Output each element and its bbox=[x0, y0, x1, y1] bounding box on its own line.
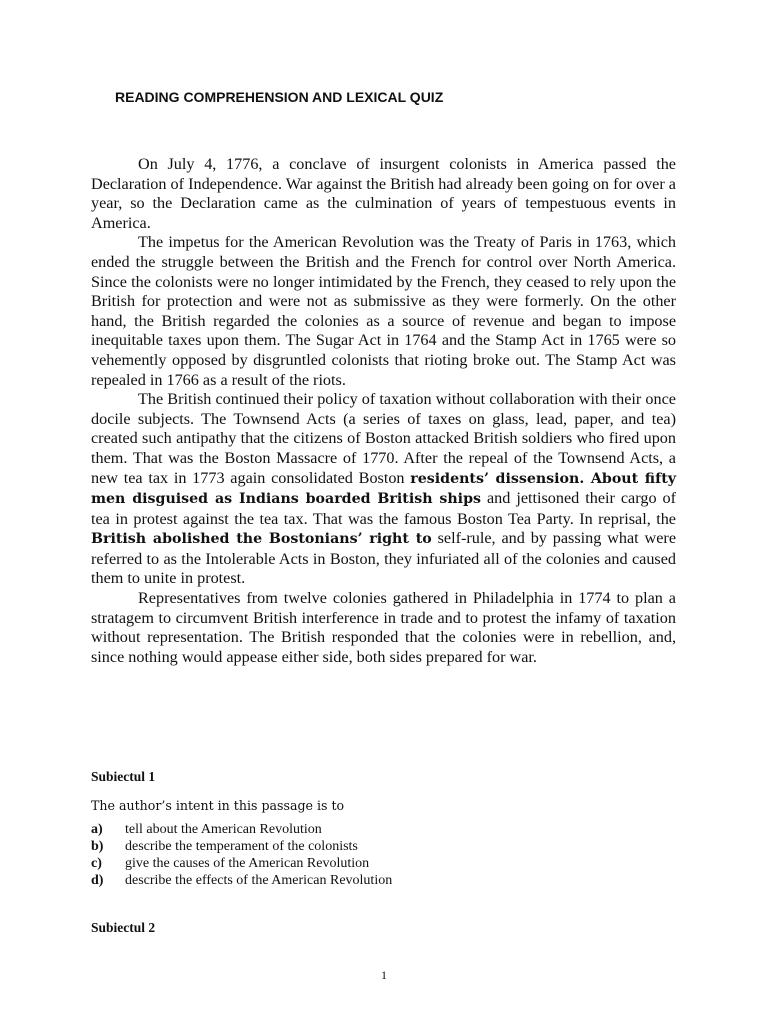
passage-paragraph-3-part-a: The British continued their policy of taxation without collaboration with their once docile subjects. The Townsend Acts (a series of taxes on glass, lead, paper, and tea) created such antipathy that the citizens of Boston attacked British soldiers who fired upon them. That was the Boston Massacre of 1770. After the repeal of the Townsend Acts, a new tea tax in 1773 again consolidated Boston bbox=[91, 390, 676, 487]
page-number: 1 bbox=[381, 968, 387, 982]
passage-paragraph-2: The impetus for the American Revolution was the Treaty of Paris in 1763, which ended the struggle between the British and the French for control over North America. Since the colonists were no longer intimidated by the French, they ceased to rely upon the British for protection and were not as submissive as they were formerly. On the other hand, the British regarded the colonies as a source of revenue and began to impose inequitable taxes upon them. The Sugar Act in 1764 and the Stamp Act in 1765 were so vehemently opposed by disgruntled colonists that rioting broke out. The Stamp Act was repealed in 1766 as a result of the riots. bbox=[91, 233, 676, 389]
option-text: tell about the American Revolution bbox=[125, 822, 322, 837]
passage-paragraph-1: On July 4, 1776, a conclave of insurgent colonists in America passed the Declaration of Independence. War against the British had already been going on for over a year, so the Declaration came as the culmination of years of tempestuous events in America. bbox=[91, 155, 676, 232]
reading-passage bbox=[91, 155, 676, 667]
option-b bbox=[91, 838, 392, 855]
passage-paragraph-3-part-e: self-rule, and by passing what were referred to as the Intolerable Acts in Boston, they infuriated all of the colonies and caused them to unite in protest. bbox=[91, 529, 677, 588]
option-c bbox=[91, 855, 392, 872]
question-1-label: Subiectul 1 bbox=[91, 769, 156, 784]
passage-paragraph-3 bbox=[91, 390, 676, 589]
passage-paragraph-3-part-b: residents’ dissension. About fifty men disguised as Indians boarded British ships bbox=[91, 470, 677, 508]
option-d bbox=[91, 872, 392, 889]
question-1-stem: The author’s intent in this passage is to bbox=[91, 798, 345, 813]
passage-paragraph-3-part-c: and jettisoned their cargo of tea in protest against the tea tax. That was the famous Boston Tea Party. In reprisal, the bbox=[91, 489, 676, 528]
option-a bbox=[91, 821, 392, 838]
question-1-options bbox=[91, 821, 392, 889]
option-letter: c) bbox=[91, 856, 102, 871]
option-text: describe the effects of the American Revolution bbox=[125, 873, 393, 888]
passage-paragraph-3-part-d: British abolished the Bostonians’ right to bbox=[91, 531, 432, 548]
option-letter: d) bbox=[91, 873, 104, 888]
question-2-label: Subiectul 2 bbox=[91, 920, 156, 935]
document-title: READING COMPREHENSION AND LEXICAL QUIZ bbox=[115, 89, 444, 105]
option-letter: a) bbox=[91, 822, 103, 837]
option-text: describe the temperament of the colonists bbox=[125, 839, 358, 854]
option-text: give the causes of the American Revolution bbox=[125, 856, 370, 871]
option-letter: b) bbox=[91, 839, 104, 854]
passage-paragraph-4: Representatives from twelve colonies gathered in Philadelphia in 1774 to plan a stratagem to circumvent British interference in trade and to protest the infamy of taxation without representation. The British responded that the colonies were in rebellion, and, since nothing would appease either side, both sides prepared for war. bbox=[91, 589, 676, 666]
